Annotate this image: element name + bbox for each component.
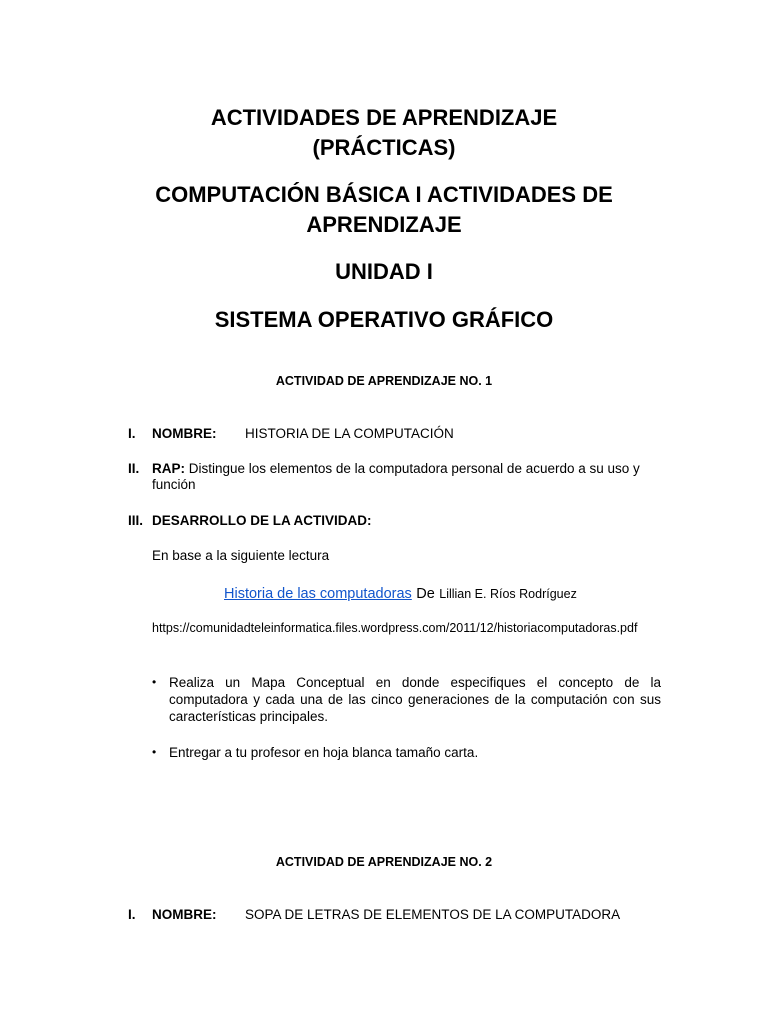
activity1-rap-line1	[152, 460, 640, 477]
activity1-name-value: HISTORIA DE LA COMPUTACIÓN	[245, 426, 454, 441]
bullet1-line3: características principales.	[169, 709, 329, 724]
reading-author: Lillian E. Ríos Rodríguez	[439, 587, 577, 601]
activity2-heading: ACTIVIDAD DE APRENDIZAJE NO. 2	[275, 855, 493, 869]
course-title-line1: COMPUTACIÓN BÁSICA I ACTIVIDADES DE	[155, 182, 613, 207]
bullet2-icon: •	[152, 745, 157, 759]
activity1-name-label: NOMBRE:	[152, 426, 217, 441]
activity2-name-numeral: I.	[128, 907, 136, 922]
activity1-dev-label: DESARROLLO DE LA ACTIVIDAD:	[152, 513, 372, 528]
activity2-name-value: SOPA DE LETRAS DE ELEMENTOS DE LA COMPUTADORA	[245, 907, 621, 922]
activity1-rap-line2: función	[152, 477, 196, 492]
topic-title: SISTEMA OPERATIVO GRÁFICO	[214, 307, 554, 332]
activity1-heading: ACTIVIDAD DE APRENDIZAJE NO. 1	[275, 374, 493, 388]
reading-link[interactable]: Historia de las computadoras	[224, 586, 412, 602]
activity1-dev-numeral: III.	[128, 513, 144, 528]
activity1-reading-intro: En base a la siguiente lectura	[152, 548, 330, 563]
reading-url: https://comunidadteleinformatica.files.wordpress.com/2011/12/historiacomputadoras.pdf	[152, 621, 638, 635]
document-title-line1: ACTIVIDADES DE APRENDIZAJE	[210, 105, 558, 130]
course-title-line2: APRENDIZAJE	[306, 212, 462, 237]
bullet1-line1: Realiza un Mapa Conceptual en donde especifiques el concepto de la	[169, 675, 661, 690]
activity1-rap-text: Distingue los elementos de la computadora personal de acuerdo a su uso y	[185, 461, 640, 476]
reading-reference	[224, 585, 577, 603]
bullet2-text: Entregar a tu profesor en hoja blanca tamaño carta.	[169, 745, 479, 760]
activity1-name-numeral: I.	[128, 426, 136, 441]
document-title-line2: (PRÁCTICAS)	[312, 135, 456, 160]
bullet1-icon: •	[152, 675, 157, 689]
activity1-rap-label: RAP:	[152, 461, 185, 476]
reading-by: De	[416, 586, 435, 602]
activity2-name-label: NOMBRE:	[152, 907, 217, 922]
unit-title: UNIDAD I	[335, 259, 433, 284]
bullet1-line2: computadora y cada una de las cinco generaciones de la computación con sus	[169, 692, 661, 707]
activity1-rap-numeral: II.	[128, 461, 140, 476]
